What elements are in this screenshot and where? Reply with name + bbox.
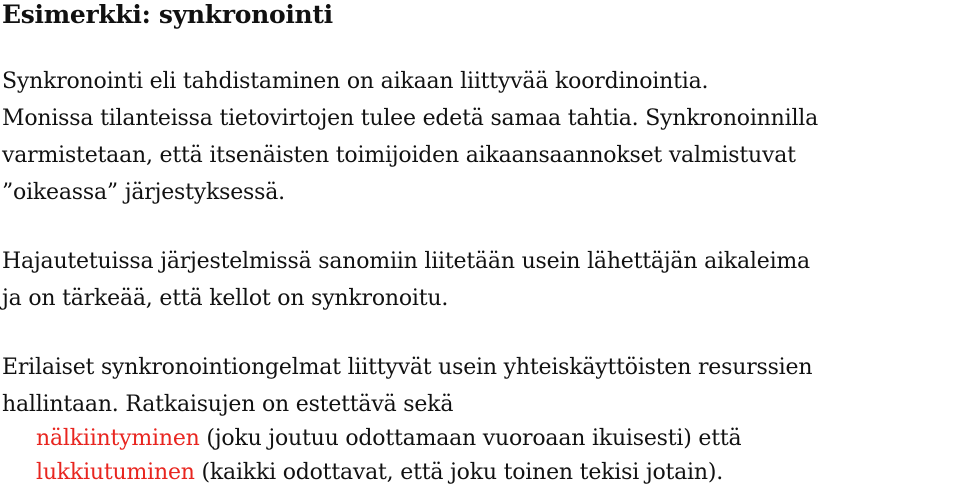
paragraph1-line3: varmistetaan, että itsenäisten toimijoiden aikaansaannokset valmistuvat	[2, 143, 796, 168]
term-starvation-description: (joku joutuu odottamaan vuoroaan ikuisesti) että	[199, 426, 742, 451]
paragraph1-line2: Monissa tilanteissa tietovirtojen tulee edetä samaa tahtia. Synkronoinnilla	[2, 106, 819, 131]
paragraph3-line1: Erilaiset synkronointiongelmat liittyvät usein yhteiskäyttöisten resurssien	[2, 355, 813, 380]
term-deadlock: lukkiutuminen	[36, 460, 195, 485]
paragraph1-line1: Synkronointi eli tahdistaminen on aikaan liittyvää koordinointia.	[2, 69, 709, 94]
paragraph2-line2: ja on tärkeää, että kellot on synkronoitu.	[2, 286, 449, 311]
paragraph2-line1: Hajautetuissa järjestelmissä sanomiin liitetään usein lähettäjän aikaleima	[2, 249, 810, 274]
paragraph1-line4: ”oikeassa” järjestyksessä.	[2, 180, 285, 205]
page-title: Esimerkki: synkronointi	[2, 0, 333, 29]
term-starvation: nälkiintyminen	[36, 426, 200, 451]
paragraph3-line2: hallintaan. Ratkaisujen on estettävä sekä	[2, 392, 454, 417]
list-item-deadlock	[36, 455, 723, 491]
term-deadlock-description: (kaikki odottavat, että joku toinen tekisi jotain).	[194, 460, 724, 485]
list-item-starvation	[36, 421, 741, 457]
